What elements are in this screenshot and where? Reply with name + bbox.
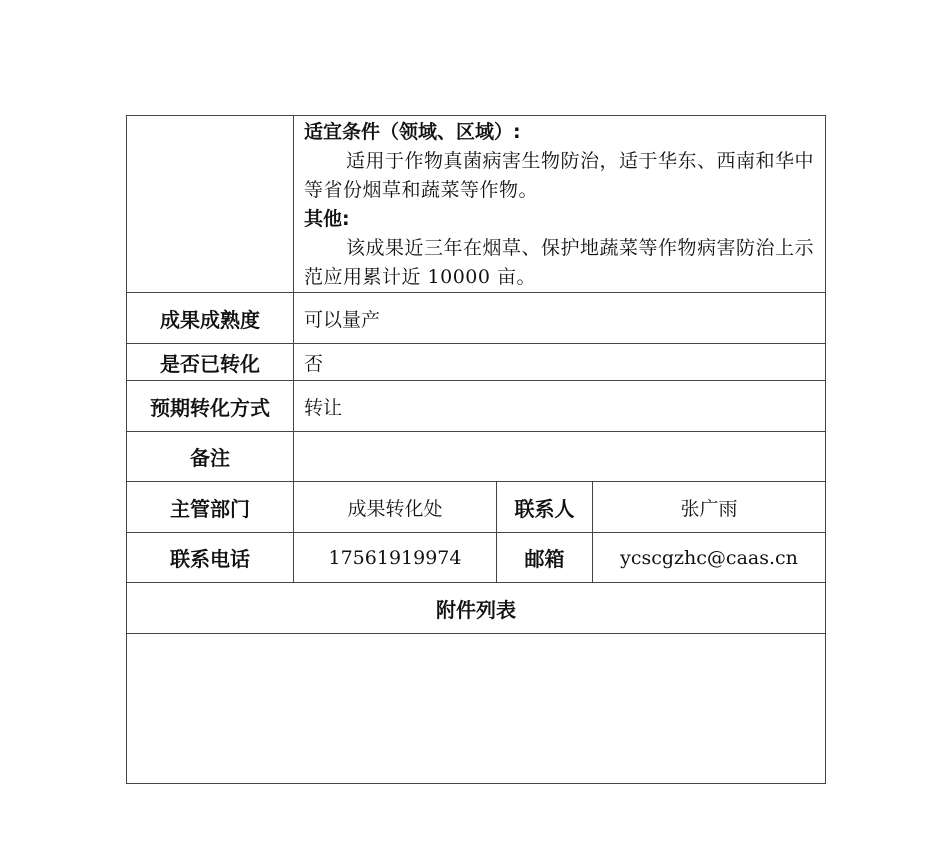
maturity-label: 成果成熟度: [127, 293, 294, 344]
attachments-title-row: [127, 583, 826, 634]
attachments-area-row: [127, 634, 826, 784]
remarks-value: [294, 432, 826, 482]
email-value: ycscgzhc@caas.cn: [593, 533, 826, 583]
contact-person-label: 联系人: [497, 482, 593, 533]
transformed-value: 否: [294, 344, 826, 381]
attachments-area: [127, 634, 826, 784]
conditions-heading: 适宜条件（领域、区域）:: [304, 121, 521, 143]
email-label: 邮箱: [497, 533, 593, 583]
description-label-cell: [127, 116, 294, 293]
description-row: [127, 116, 826, 293]
description-cell: [294, 116, 826, 293]
maturity-row: [127, 293, 826, 344]
department-label: 主管部门: [127, 482, 294, 533]
remarks-row: [127, 432, 826, 482]
phone-label: 联系电话: [127, 533, 294, 583]
department-value: 成果转化处: [294, 482, 497, 533]
maturity-value: 可以量产: [294, 293, 826, 344]
phone-value: 17561919974: [294, 533, 497, 583]
conditions-text: 适用于作物真菌病害生物防治，适于华东、西南和华中等省份烟草和蔬菜等作物。: [304, 150, 815, 201]
other-heading: 其他:: [304, 208, 350, 230]
other-text: 该成果近三年在烟草、保护地蔬菜等作物病害防治上示范应用累计近 10000 亩。: [304, 237, 815, 288]
method-label: 预期转化方式: [127, 381, 294, 432]
method-value: 转让: [294, 381, 826, 432]
transformed-row: [127, 344, 826, 381]
department-row: [127, 482, 826, 533]
method-row: [127, 381, 826, 432]
contact-person-value: 张广雨: [593, 482, 826, 533]
transformed-label: 是否已转化: [127, 344, 294, 381]
achievement-info-table: [126, 115, 826, 784]
attachments-title: 附件列表: [127, 583, 826, 634]
phone-email-row: [127, 533, 826, 583]
remarks-label: 备注: [127, 432, 294, 482]
